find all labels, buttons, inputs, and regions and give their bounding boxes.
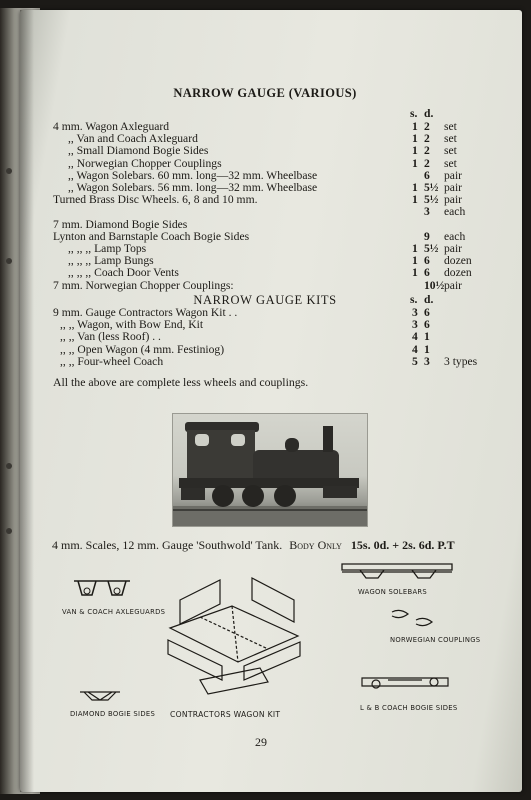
item-unit: each [444, 229, 466, 243]
item-price-shillings: 1 [412, 181, 418, 194]
item-price-shillings: 4 [412, 342, 418, 356]
item-price-shillings: 1 [412, 120, 418, 133]
item-unit: set [444, 156, 457, 170]
item-description: ,, ,, Van (less Roof) . . [60, 330, 161, 344]
item-description: ,, ,, ,, Coach Door Vents [68, 266, 179, 280]
caption-wagon-solebars: WAGON SOLEBARS [358, 588, 428, 596]
contractors-wagon-kit-drawing [160, 570, 310, 710]
caption-lb-coach-bogie-sides: L & B COACH BOGIE SIDES [360, 704, 458, 712]
southwold-tank-price: 15s. 0d. + 2s. 6d. P.T [350, 538, 455, 552]
item-description: 7 mm. Norwegian Chopper Couplings: [53, 278, 234, 292]
item-unit: pair [444, 193, 463, 207]
locomotive-photo [172, 413, 368, 527]
item-price-pence: 2 [424, 132, 430, 146]
item-description: 9 mm. Gauge Contractors Wagon Kit . . [53, 306, 238, 319]
item-description: ,, ,, Four-wheel Coach [60, 354, 164, 368]
binding-stitch [6, 528, 12, 534]
item-unit: pair [444, 242, 463, 255]
caption-contractors-wagon-kit: CONTRACTORS WAGON KIT [170, 710, 281, 719]
southwold-tank-line [52, 539, 455, 552]
item-price-shillings: 1 [412, 254, 418, 268]
item-price-pence: 3 [424, 354, 430, 368]
item-unit: pair [444, 181, 463, 194]
binding-stitch [6, 463, 12, 469]
axleguard-drawing [70, 575, 140, 603]
item-description: 4 mm. Wagon Axleguard [53, 120, 170, 133]
catalogue-page [20, 10, 522, 792]
section-heading-narrow-gauge: NARROW GAUGE (VARIOUS) [173, 86, 357, 100]
item-price-pence: 6 [424, 306, 430, 319]
southwold-tank-description: 4 mm. Scales, 12 mm. Gauge 'Southwold' Tank. [52, 538, 283, 552]
item-price-pence: 1 [424, 342, 430, 356]
caption-norwegian-couplings: NORWEGIAN COUPLINGS [390, 636, 481, 644]
caption-diamond-bogie-sides: DIAMOND BOGIE SIDES [70, 710, 156, 718]
item-price-pence: 9 [424, 229, 430, 243]
item-price-pence: 5½ [424, 242, 439, 255]
item-unit: set [444, 120, 457, 133]
item-description: ,, ,, ,, Lamp Bungs [68, 254, 154, 268]
item-description: Turned Brass Disc Wheels. 6, 8 and 10 mm. [53, 193, 258, 207]
item-unit: each [444, 205, 466, 219]
item-price-pence: 6 [424, 318, 430, 332]
binding-stitch [6, 168, 12, 174]
item-price-shillings: 5 [412, 354, 418, 368]
caption-axleguards: VAN & COACH AXLEGUARDS [62, 608, 166, 616]
item-price-shillings: 1 [412, 193, 418, 207]
body-only-label: Body Only [289, 538, 342, 552]
item-price-pence: 2 [424, 156, 430, 170]
section-heading-kits: NARROW GAUGE KITS [193, 293, 337, 307]
item-description: 7 mm. Diamond Bogie Sides [53, 217, 188, 231]
item-price-shillings: 3 [412, 306, 418, 319]
item-unit: pair [444, 168, 463, 182]
item-description: ,, Norwegian Chopper Couplings [68, 156, 222, 170]
item-description: ,, Wagon Solebars. 60 mm. long—32 mm. Wheelbase [68, 168, 318, 182]
column-header-shillings: s. [410, 107, 418, 120]
item-price-pence: 1 [424, 330, 430, 344]
column-header-shillings: s. [410, 293, 418, 306]
item-description: Lynton and Barnstaple Coach Bogie Sides [53, 229, 250, 243]
item-price-shillings: 3 [412, 318, 418, 332]
kits-note: All the above are complete less wheels and couplings. [53, 375, 309, 389]
item-price-pence: 6 [424, 266, 430, 280]
item-unit: set [444, 144, 457, 158]
item-price-shillings: 4 [412, 330, 418, 344]
column-header-pence: d. [424, 293, 434, 306]
item-unit: 3 types [444, 354, 478, 368]
wagon-solebars-drawing [340, 558, 470, 584]
item-description: ,, ,, Wagon, with Bow End, Kit [60, 318, 204, 332]
item-price-pence: 3 [424, 205, 430, 219]
item-price-shillings: 1 [412, 144, 418, 158]
item-price-shillings: 1 [412, 156, 418, 170]
item-description: ,, Wagon Solebars. 56 mm. long—32 mm. Wheelbase [68, 181, 318, 194]
locomotive-illustration [173, 414, 367, 526]
item-price-pence: 6 [424, 168, 430, 182]
item-unit: dozen [444, 254, 472, 268]
diamond-bogie-drawing [76, 686, 126, 704]
item-price-pence: 6 [424, 254, 430, 268]
lb-bogie-drawing [358, 670, 458, 698]
norwegian-couplings-drawing [386, 606, 446, 634]
item-price-shillings: 1 [412, 132, 418, 146]
binding-stitch [6, 258, 12, 264]
item-price-pence: 5½ [424, 193, 439, 207]
item-description: ,, ,, Open Wagon (4 mm. Festiniog) [60, 342, 225, 356]
item-unit: pair [444, 278, 463, 292]
item-unit: set [444, 132, 457, 146]
item-description: ,, Van and Coach Axleguard [68, 132, 198, 146]
item-price-pence: 10½ [424, 278, 445, 292]
item-price-pence: 2 [424, 144, 430, 158]
item-description: ,, ,, ,, Lamp Tops [68, 242, 147, 255]
column-header-pence: d. [424, 107, 434, 120]
item-price-shillings: 1 [412, 242, 418, 255]
item-description: ,, Small Diamond Bogie Sides [68, 144, 209, 158]
item-price-shillings: 1 [412, 266, 418, 280]
item-price-pence: 2 [424, 120, 430, 133]
page-number: 29 [255, 735, 267, 749]
item-unit: dozen [444, 266, 472, 280]
item-price-pence: 5½ [424, 181, 439, 194]
gutter-shadow [20, 10, 34, 792]
